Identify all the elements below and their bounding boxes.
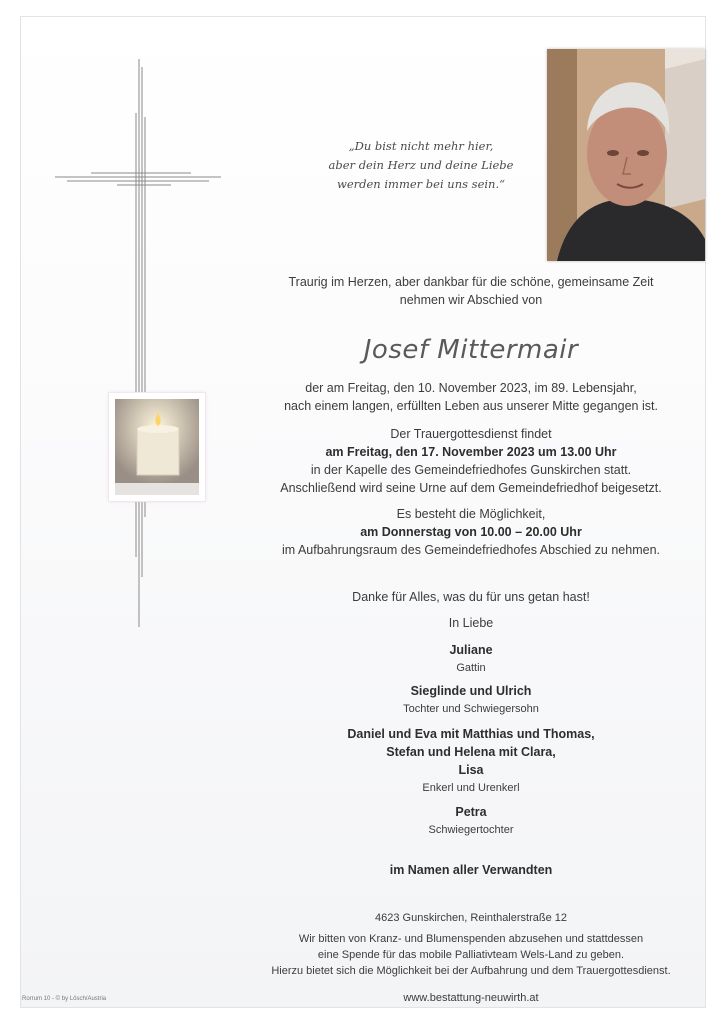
mourner-name: Petra: [455, 805, 487, 819]
mourner-tochter: [241, 682, 701, 718]
mourner-role: Tochter und Schwiegersohn: [403, 703, 539, 715]
mourner-petra: [241, 803, 701, 839]
donation-line: Hierzu bietet sich die Möglichkeit bei der Aufbahrung und dem Trauergottesdienst.: [271, 965, 671, 977]
website-link[interactable]: www.bestattung-neuwirth.at: [403, 992, 539, 1004]
portrait-photo: [547, 49, 705, 261]
donation-text: [241, 931, 701, 979]
mourner-role: Schwiegertochter: [428, 824, 514, 836]
mourner-name: Stefan und Helena mit Clara,: [386, 745, 556, 759]
service-info: [241, 425, 701, 497]
obituary-page: [20, 16, 706, 1008]
intro-line: Traurig im Herzen, aber dankbar für die schöne, gemeinsame Zeit: [288, 275, 654, 289]
mourner-name: Juliane: [449, 643, 493, 657]
viewing-time: am Donnerstag von 10.00 – 20.00 Uhr: [360, 525, 582, 539]
viewing-info: [241, 505, 701, 559]
mourner-enkel: [241, 725, 701, 797]
service-line: Anschließend wird seine Urne auf dem Gemeindefriedhof beigesetzt.: [280, 481, 662, 495]
thanks-text: Danke für Alles, was du für uns getan hast!: [352, 590, 590, 604]
candle-icon: [109, 393, 205, 501]
mourner-name: Lisa: [458, 763, 484, 777]
mourner-juliane: [241, 641, 701, 677]
death-notice-line: nach einem langen, erfüllten Leben aus unserer Mitte gegangen ist.: [284, 399, 658, 413]
service-date: am Freitag, den 17. November 2023 um 13.00 Uhr: [325, 445, 617, 459]
viewing-line: im Aufbahrungsraum des Gemeindefriedhofes Abschied zu nehmen.: [281, 543, 660, 557]
quote-line: werden immer bei uns sein.“: [336, 177, 506, 191]
address-text: 4623 Gunskirchen, Reinthalerstraße 12: [375, 912, 567, 924]
mourner-role: Gattin: [456, 662, 486, 674]
donation-line: eine Spende für das mobile Palliativteam Wels-Land zu geben.: [317, 949, 625, 961]
mourner-role: Enkerl und Urenkerl: [422, 782, 520, 794]
donation-line: Wir bitten von Kranz- und Blumenspenden abzusehen und stattdessen: [298, 933, 644, 945]
service-line: Der Trauergottesdienst findet: [390, 427, 552, 441]
all-relatives-text: im Namen aller Verwandten: [389, 863, 553, 877]
footer-credit: Rorrum 10 - © by Lösch/Austria: [22, 996, 107, 1002]
quote-line: aber dein Herz und deine Liebe: [328, 158, 514, 172]
portrait-image: [547, 49, 705, 261]
mourner-name: Daniel und Eva mit Matthias und Thomas,: [347, 727, 595, 741]
quote-line: „Du bist nicht mehr hier,: [348, 139, 494, 153]
candle-image: [109, 393, 205, 501]
in-liebe-text: In Liebe: [448, 616, 494, 630]
mourner-name: Sieglinde und Ulrich: [410, 684, 532, 698]
cross-icon: [21, 17, 261, 657]
deceased-name: Josef Mittermair: [363, 335, 579, 365]
intro-line: nehmen wir Abschied von: [399, 293, 543, 307]
viewing-line: Es besteht die Möglichkeit,: [396, 507, 546, 521]
death-notice: [241, 379, 701, 415]
death-notice-line: der am Freitag, den 10. November 2023, im 89. Lebensjahr,: [305, 381, 637, 395]
service-line: in der Kapelle des Gemeindefriedhofes Gunskirchen statt.: [310, 463, 632, 477]
intro-text: [241, 273, 701, 309]
memorial-quote: [291, 137, 551, 194]
